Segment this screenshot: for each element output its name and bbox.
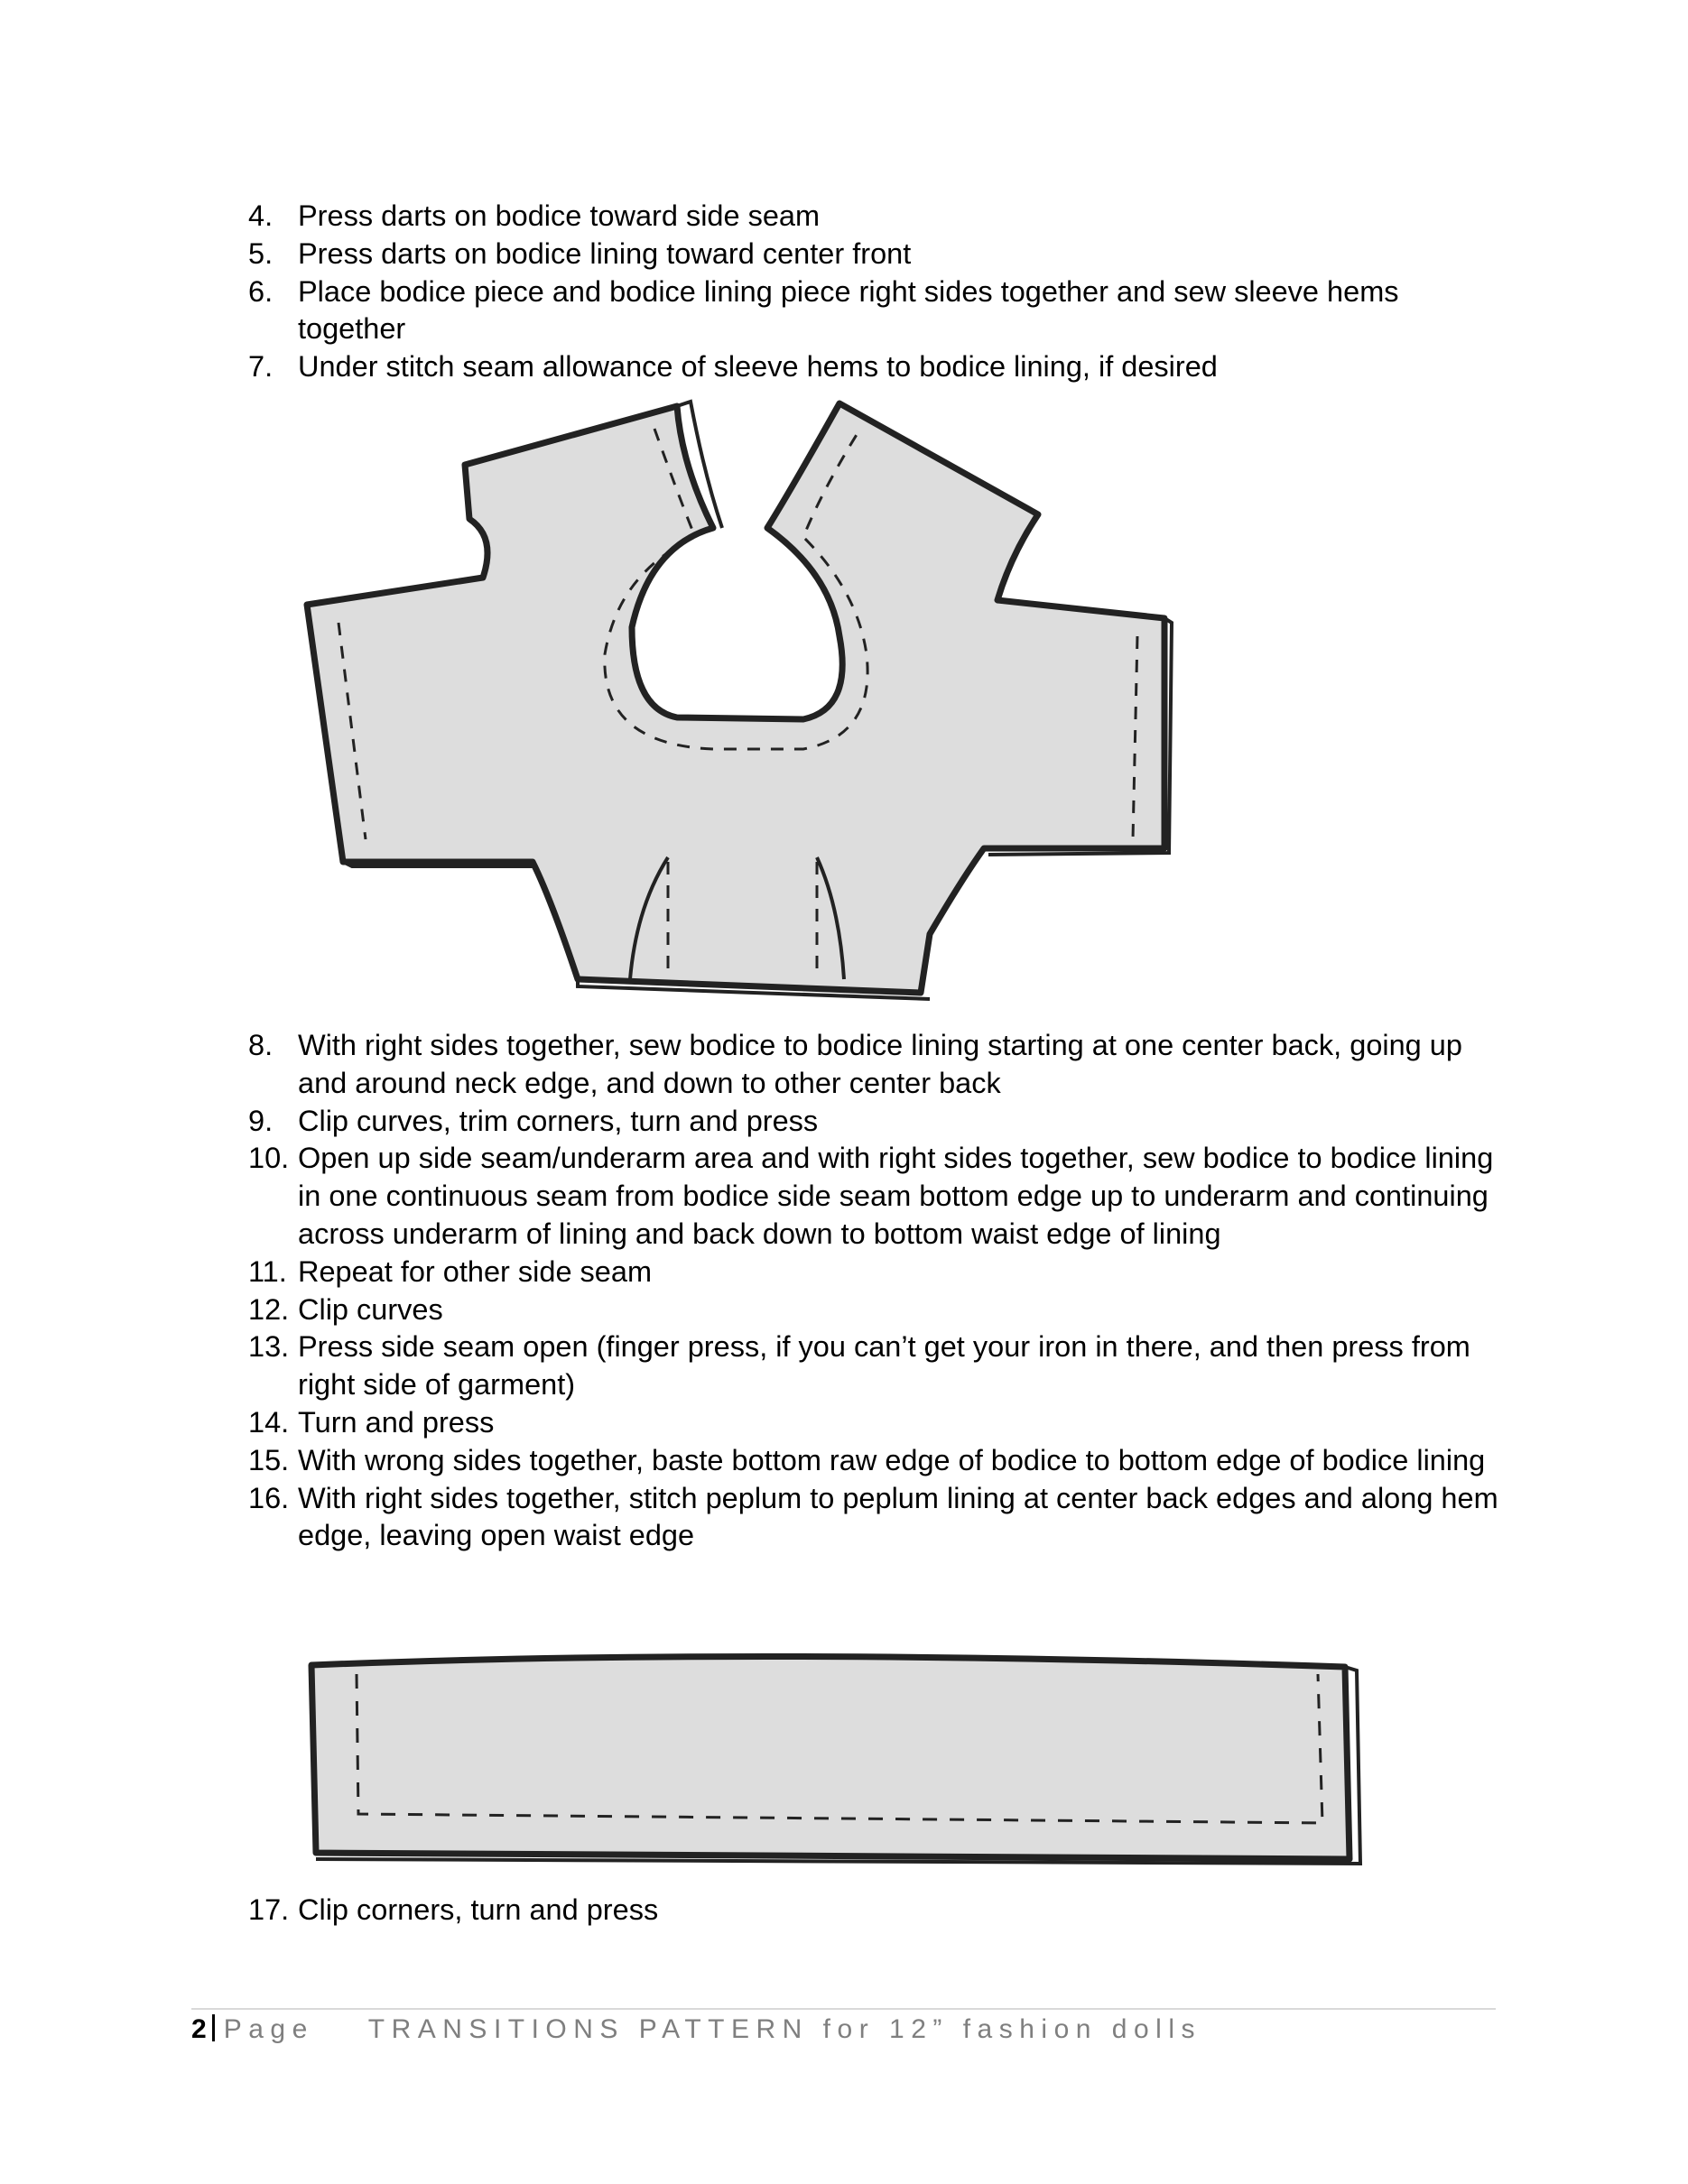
page-label: Page <box>223 2014 314 2044</box>
step-text: Press darts on bodice toward side seam <box>298 199 821 232</box>
step-number: 15. <box>248 1443 290 1476</box>
step-number: 11. <box>248 1254 287 1288</box>
step-text: With wrong sides together, baste bottom raw edge of bodice to bottom edge of bodice lining <box>298 1443 1486 1476</box>
page-footer <box>191 2014 1201 2045</box>
step-text: Clip corners, turn and press <box>298 1893 659 1926</box>
step-text: Under stitch seam allowance of sleeve hems to bodice lining, if desired <box>298 350 1218 384</box>
step-text: Press side seam open (finger press, if you can’t get your iron in there, and then press from right side of garment) <box>298 1330 1470 1402</box>
list-item <box>248 273 1476 349</box>
page-number: 2 <box>191 2014 207 2044</box>
list-item <box>248 1892 1512 1930</box>
step-number: 17. <box>248 1893 290 1926</box>
step-number: 7. <box>248 350 274 384</box>
list-item <box>248 1103 1512 1141</box>
step-number: 5. <box>248 236 274 270</box>
footer-divider <box>191 2008 1496 2010</box>
step-text: Open up side seam/underarm area and with right sides together, sew bodice to bodice lining in one continuous seam from bodice side seam bottom edge up to underarm and continuing across underarm of lining and back down to bottom waist edge of lining <box>298 1142 1494 1250</box>
step-text: Place bodice piece and bodice lining piece right sides together and sew sleeve hems together <box>298 274 1399 346</box>
document-title: TRANSITIONS PATTERN for 12” fashion dolls <box>367 2014 1201 2044</box>
step-text: Press darts on bodice lining toward center front <box>298 236 912 270</box>
step-number: 6. <box>248 274 274 308</box>
steps-list-b <box>248 1027 1512 1555</box>
list-item <box>248 198 1476 236</box>
list-item <box>248 1442 1512 1480</box>
list-item <box>248 1404 1512 1442</box>
list-item <box>248 1254 1512 1291</box>
step-number: 8. <box>248 1029 274 1061</box>
list-item <box>248 1140 1512 1253</box>
step-text: With right sides together, sew bodice to bodice lining starting at one center back, going up and around neck edge, and down to other center back <box>298 1029 1462 1099</box>
step-number: 16. <box>248 1481 290 1514</box>
step-text: With right sides together, stitch peplum to peplum lining at center back edges and along hem edge, leaving open waist edge <box>298 1481 1498 1552</box>
step-text: Turn and press <box>298 1405 495 1439</box>
step-number: 9. <box>248 1104 274 1137</box>
bodice-illustration <box>298 393 1192 1006</box>
list-item <box>248 1027 1512 1103</box>
list-item <box>248 1480 1512 1556</box>
list-item <box>248 236 1476 273</box>
step-number: 13. <box>248 1330 290 1364</box>
step-number: 10. <box>248 1142 290 1175</box>
list-item <box>248 1291 1512 1329</box>
steps-list-a <box>248 198 1476 386</box>
step-number: 14. <box>248 1405 290 1439</box>
step-text: Repeat for other side seam <box>298 1254 653 1288</box>
step-number: 12. <box>248 1292 290 1326</box>
list-item <box>248 1328 1512 1404</box>
list-item <box>248 348 1476 386</box>
peplum-illustration <box>302 1638 1386 1873</box>
step-text: Clip curves, trim corners, turn and press <box>298 1104 819 1137</box>
step-text: Clip curves <box>298 1292 443 1326</box>
footer-separator <box>212 2014 215 2041</box>
steps-list-c <box>248 1892 1512 1930</box>
step-number: 4. <box>248 199 274 232</box>
